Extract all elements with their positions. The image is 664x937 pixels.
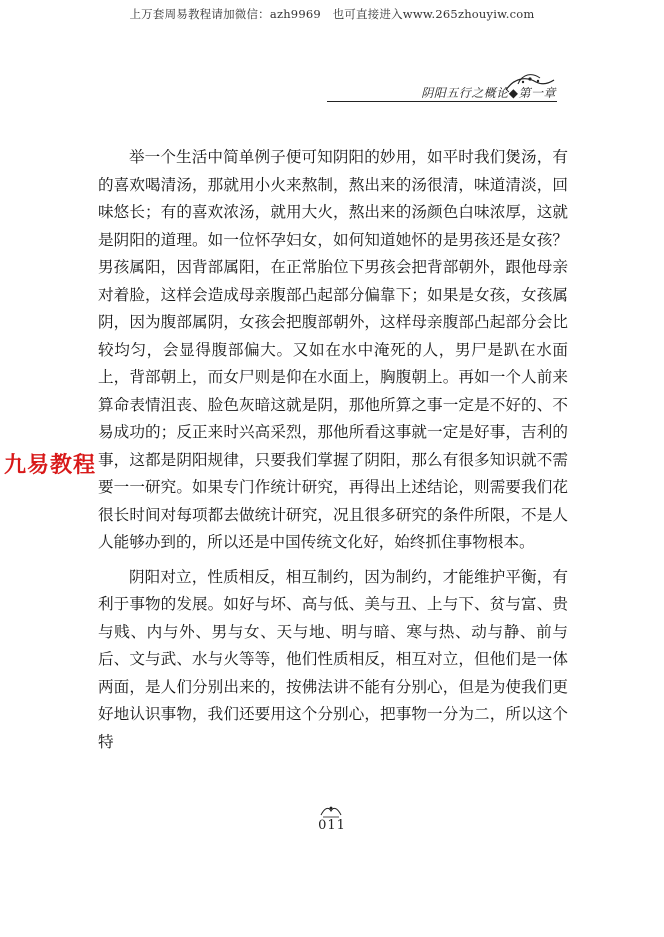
running-header: 阴阳五行之概论◆第一章 [421, 86, 556, 100]
footer-ornament-icon [319, 803, 343, 819]
top-watermark: 上万套周易教程请加微信：azh9969 也可直接进入www.265zhouyiw.com [129, 7, 535, 21]
paragraph: 阴阳对立，性质相反，相互制约，因为制约，才能维护平衡，有利于事物的发展。如好与坏、高与低、美与丑、上与下、贫与富、贵与贱、内与外、男与女、天与地、明与暗、寒与热、动与静、前与后、文与武、水与火等等，他们性质相反，相互对立，但他们是一体两面，是人们分别出来的，按佛法讲不能有分别心，但是为使我们更好地认识事物，我们还要用这个分别心，把事物一分为二，所以这个特 [98, 567, 568, 751]
brand-logo: 九易教程 [4, 451, 96, 481]
body-text [98, 144, 568, 756]
page-number: 011 [318, 818, 346, 833]
paragraph: 举一个生活中简单例子便可知阴阳的妙用，如平时我们煲汤，有的喜欢喝清汤，那就用小火来熬制，熬出来的汤很清，味道清淡，回味悠长；有的喜欢浓汤，就用大火，熬出来的汤颜色白味浓厚，这就是阴阳的道理。如一位怀孕妇女，如何知道她怀的是男孩还是女孩？男孩属阳，因背部属阳，在正常胎位下男孩会把背部朝外，跟他母亲对着脸，这样会造成母亲腹部凸起部分偏靠下；如果是女孩，女孩属阴，因为腹部属阴，女孩会把腹部朝外，这样母亲腹部凸起部分会比较均匀，会显得腹部偏大。又如在水中淹死的人，男尸是趴在水面上，背部朝上，而女尸则是仰在水面上，胸腹朝上。再如一个人前来算命表情沮丧、脸色灰暗这就是阴，那他所算之事一定是不好的、不易成功的；反正来时兴高采烈，那他所看这事就一定是好事，吉利的事，这都是阴阳规律，只要我们掌握了阴阳，那么有很多知识就不需要一一研究。如果专门作统计研究，再得出上述结论，则需要我们花很长时间对每项都去做统计研究，况且很多研究的条件所限，不是人人能够办到的，所以还是中国传统文化好，始终抓住事物根本。 [98, 148, 568, 551]
header-rule [327, 101, 557, 102]
